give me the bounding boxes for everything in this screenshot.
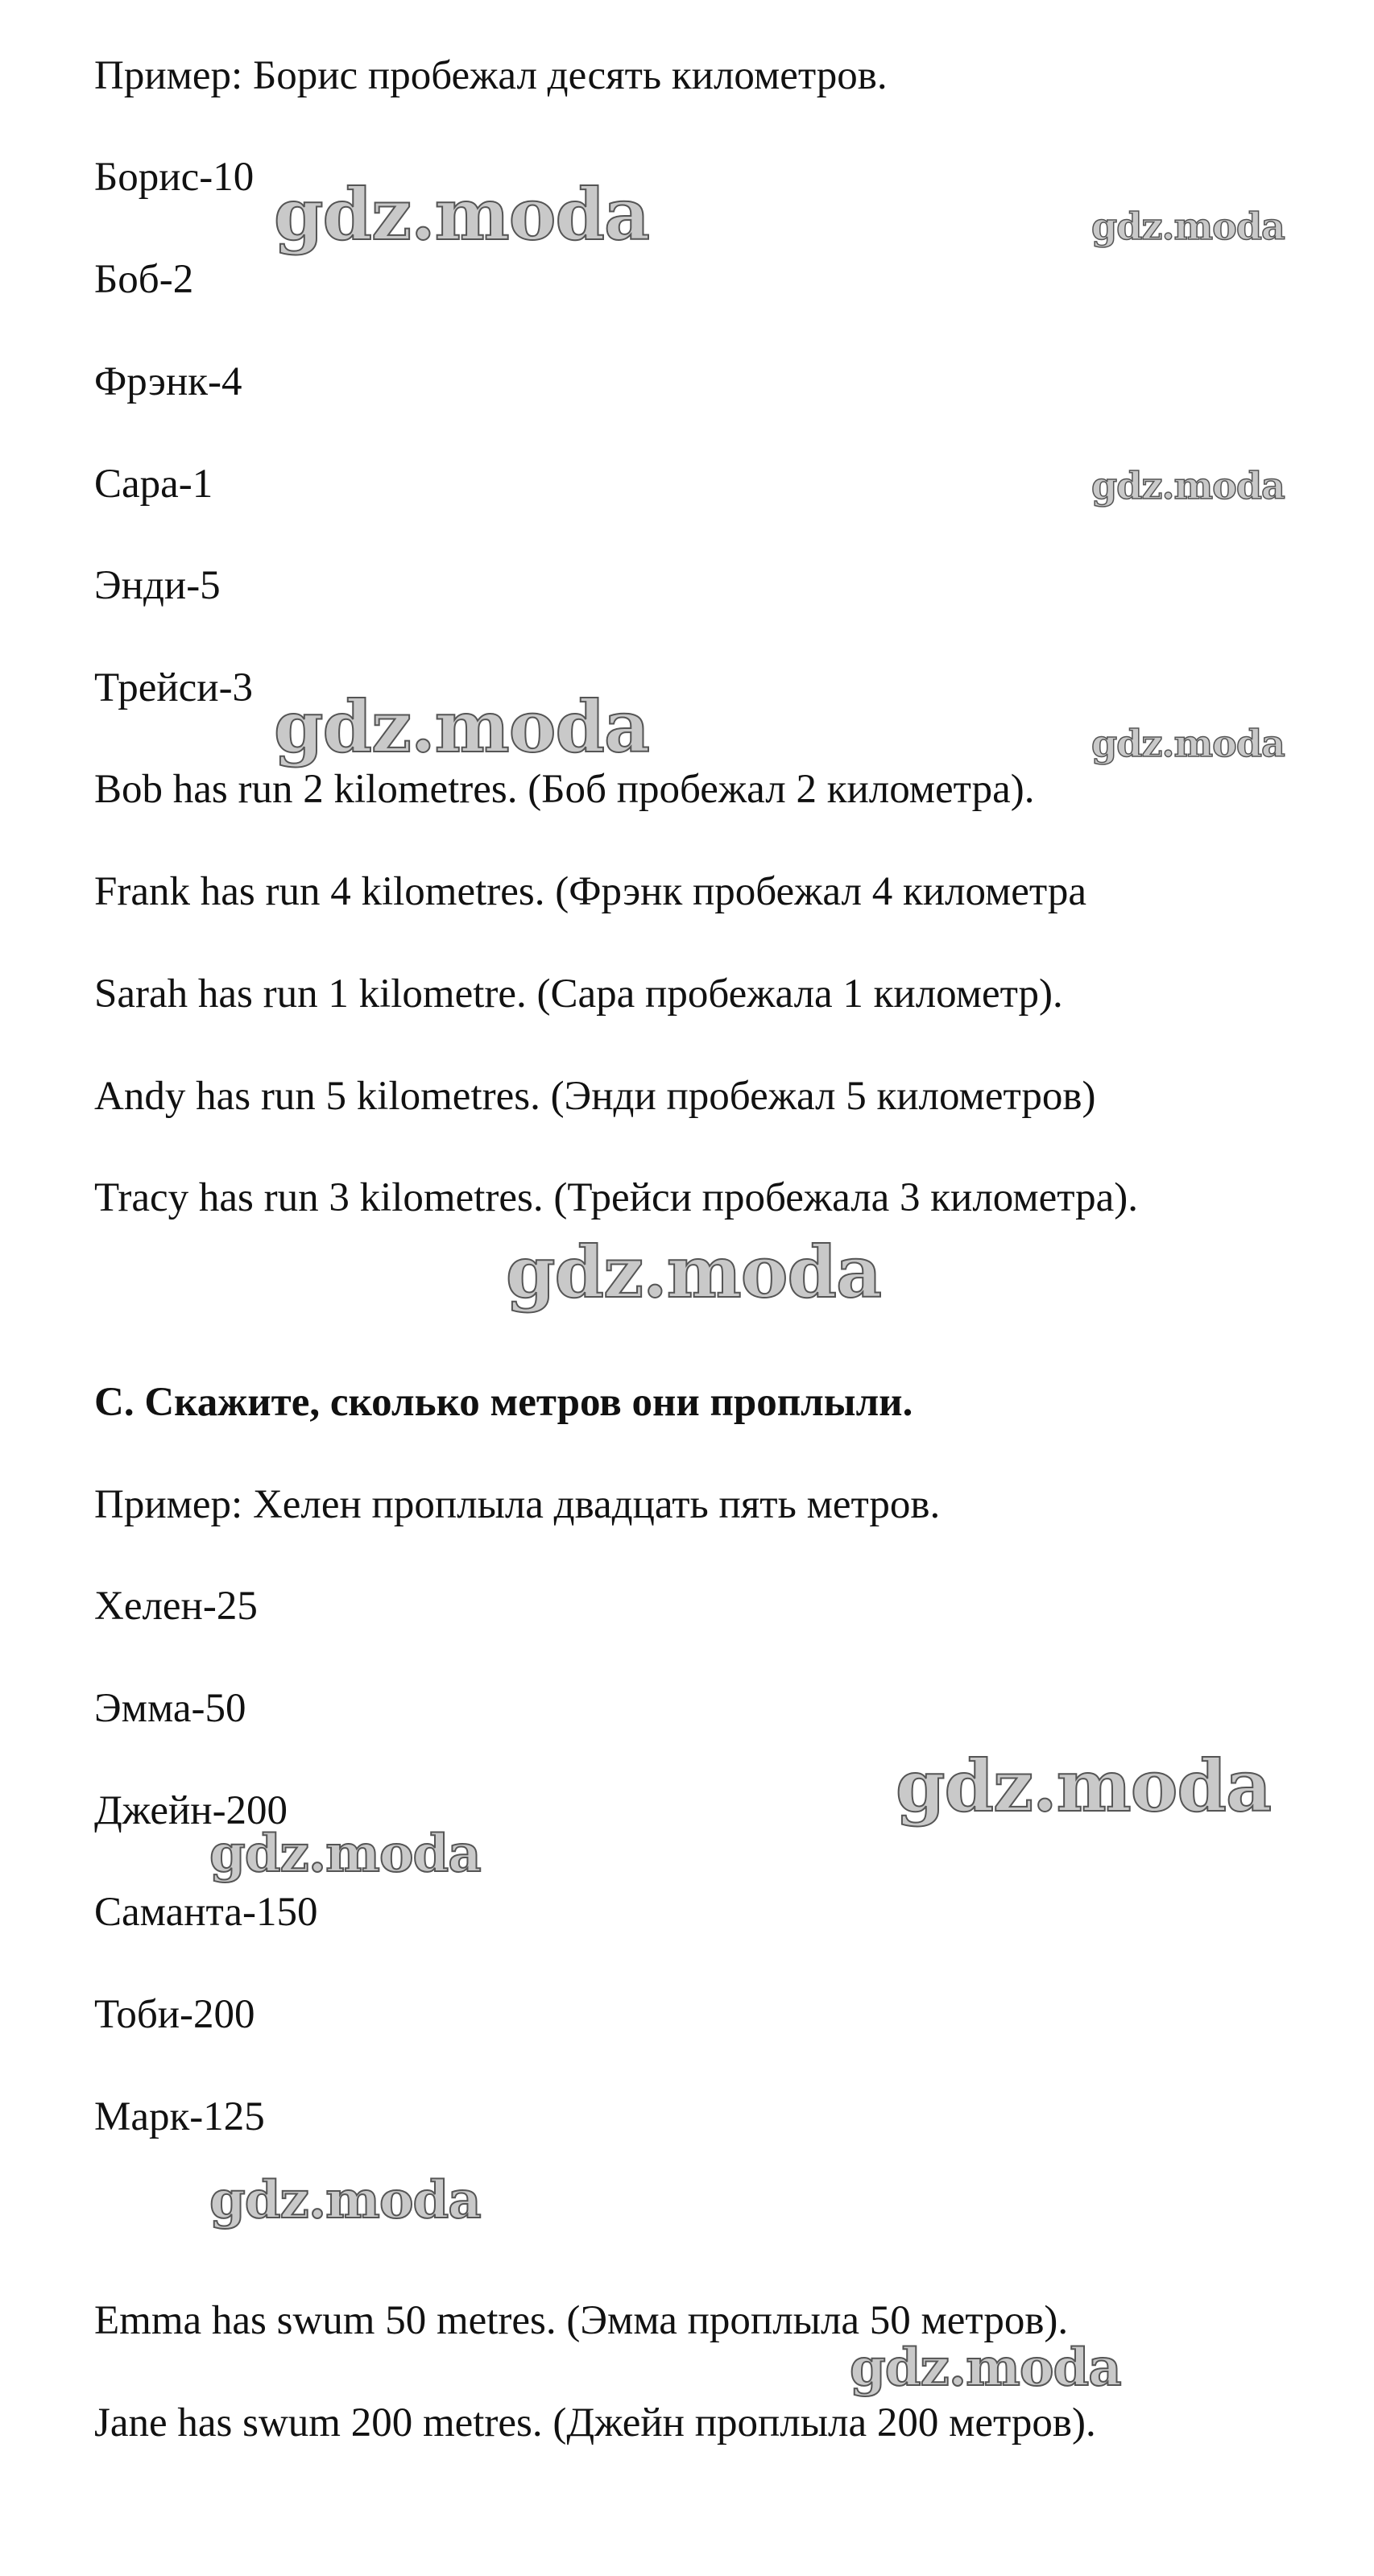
list-item: Трейси-3: [94, 665, 254, 710]
watermark: gdz.moda: [274, 172, 650, 256]
sentence-line: Andy has run 5 kilometres. (Энди пробежал 5 километров): [94, 1074, 1096, 1119]
list-item: Тоби-200: [94, 1992, 255, 2037]
list-item: Фрэнк-4: [94, 359, 242, 404]
sentence-line: Bob has run 2 kilometres. (Боб пробежал 2 километра).: [94, 767, 1035, 812]
watermark: gdz.moda: [1091, 464, 1285, 507]
list-item: Эмма-50: [94, 1686, 246, 1731]
sentence-line: Tracy has run 3 kilometres. (Трейси пробежала 3 километра).: [94, 1175, 1139, 1220]
list-item: Хелен-25: [94, 1584, 258, 1629]
list-item: Борис-10: [94, 155, 255, 200]
list-item: Саманта-150: [94, 1890, 318, 1935]
section-heading: C. Скажите, сколько метров они проплыли.: [94, 1380, 913, 1425]
sentence-line: Sarah has run 1 kilometre. (Сара пробежала 1 километр).: [94, 971, 1063, 1017]
sentence-line: Frank has run 4 kilometres. (Фрэнк пробежал 4 километра: [94, 869, 1086, 914]
watermark: gdz.moda: [274, 685, 650, 768]
list-item: Марк-125: [94, 2094, 265, 2139]
watermark: gdz.moda: [209, 1824, 481, 1884]
example-line: Пример: Хелен проплыла двадцать пять метров.: [94, 1482, 941, 1527]
watermark: gdz.moda: [850, 2338, 1121, 2398]
watermark: gdz.moda: [1091, 722, 1285, 765]
list-item: Джейн-200: [94, 1788, 288, 1833]
list-item: Энди-5: [94, 563, 221, 608]
sentence-line: Jane has swum 200 metres. (Джейн проплыла 200 метров).: [94, 2400, 1096, 2446]
watermark: gdz.moda: [209, 2170, 481, 2230]
list-item: Сара-1: [94, 462, 213, 507]
list-item: Боб-2: [94, 257, 194, 302]
watermark: gdz.moda: [896, 1744, 1272, 1828]
example-line: Пример: Борис пробежал десять километров.: [94, 53, 888, 98]
watermark: gdz.moda: [506, 1230, 882, 1314]
sentence-line: Emma has swum 50 metres. (Эмма проплыла 50 метров).: [94, 2298, 1069, 2343]
watermark: gdz.moda: [1091, 205, 1285, 248]
